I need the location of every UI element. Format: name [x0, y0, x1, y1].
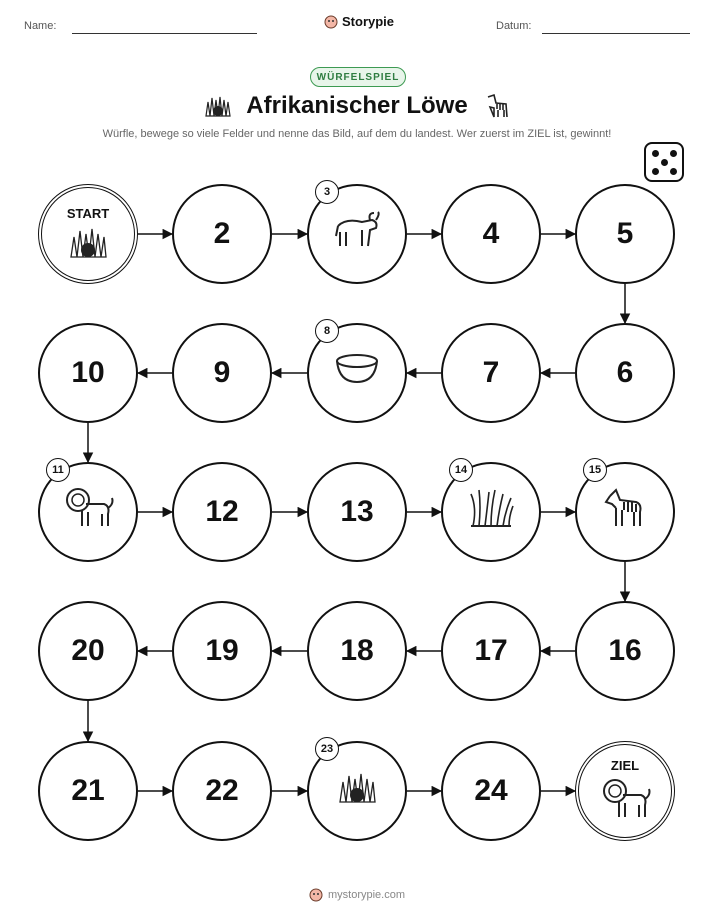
bowl-icon	[333, 352, 381, 394]
name-label: Name:	[24, 20, 57, 32]
number-field: 13	[307, 462, 407, 562]
number-field: 22	[172, 741, 272, 841]
picture-field	[38, 462, 138, 562]
footer	[0, 888, 714, 902]
picture-field	[575, 462, 675, 562]
number-field: 18	[307, 601, 407, 701]
number-field: 12	[172, 462, 272, 562]
number-field: 16	[575, 601, 675, 701]
brand-name: Storypie	[342, 14, 395, 29]
start-field	[38, 184, 138, 284]
goal-field	[575, 741, 675, 841]
start-label: START	[66, 206, 110, 221]
field-number-tag: 8	[315, 319, 339, 343]
field-number-tag: 11	[46, 458, 70, 482]
picture-field	[307, 184, 407, 284]
date-label: Datum:	[496, 20, 532, 32]
number-field: 17	[441, 601, 541, 701]
number-field: 21	[38, 741, 138, 841]
number-field: 7	[441, 323, 541, 423]
number-field: 20	[38, 601, 138, 701]
storypie-mascot-icon	[309, 888, 323, 902]
zebra-icon	[602, 486, 648, 538]
game-type-badge: WÜRFELSPIEL	[310, 67, 406, 87]
number-field: 24	[441, 741, 541, 841]
number-field: 2	[172, 184, 272, 284]
number-field: 4	[441, 184, 541, 284]
number-field: 19	[172, 601, 272, 701]
picture-field	[441, 462, 541, 562]
picture-field	[307, 741, 407, 841]
field-number-tag: 15	[583, 458, 607, 482]
wildebeest-icon	[332, 210, 382, 258]
number-field: 5	[575, 184, 675, 284]
instructions: Würfle, bewege so viele Felder und nenne das Bild, auf dem du landest. Wer zuerst im ZIEL ist, gewinnt!	[102, 128, 612, 140]
field-number-tag: 3	[315, 180, 339, 204]
number-field: 9	[172, 323, 272, 423]
grass-icon	[467, 488, 515, 536]
grass-cave-icon	[337, 770, 377, 812]
lion-icon	[62, 486, 114, 538]
goal-label: ZIEL	[610, 758, 640, 773]
picture-field	[307, 323, 407, 423]
number-field: 6	[575, 323, 675, 423]
number-field: 10	[38, 323, 138, 423]
page-title: Afrikanischer Löwe	[246, 92, 468, 119]
footer-url: mystorypie.com	[327, 889, 406, 901]
grass-cave-icon	[68, 225, 108, 262]
lion-icon	[599, 777, 651, 824]
field-number-tag: 23	[315, 737, 339, 761]
field-number-tag: 14	[449, 458, 473, 482]
